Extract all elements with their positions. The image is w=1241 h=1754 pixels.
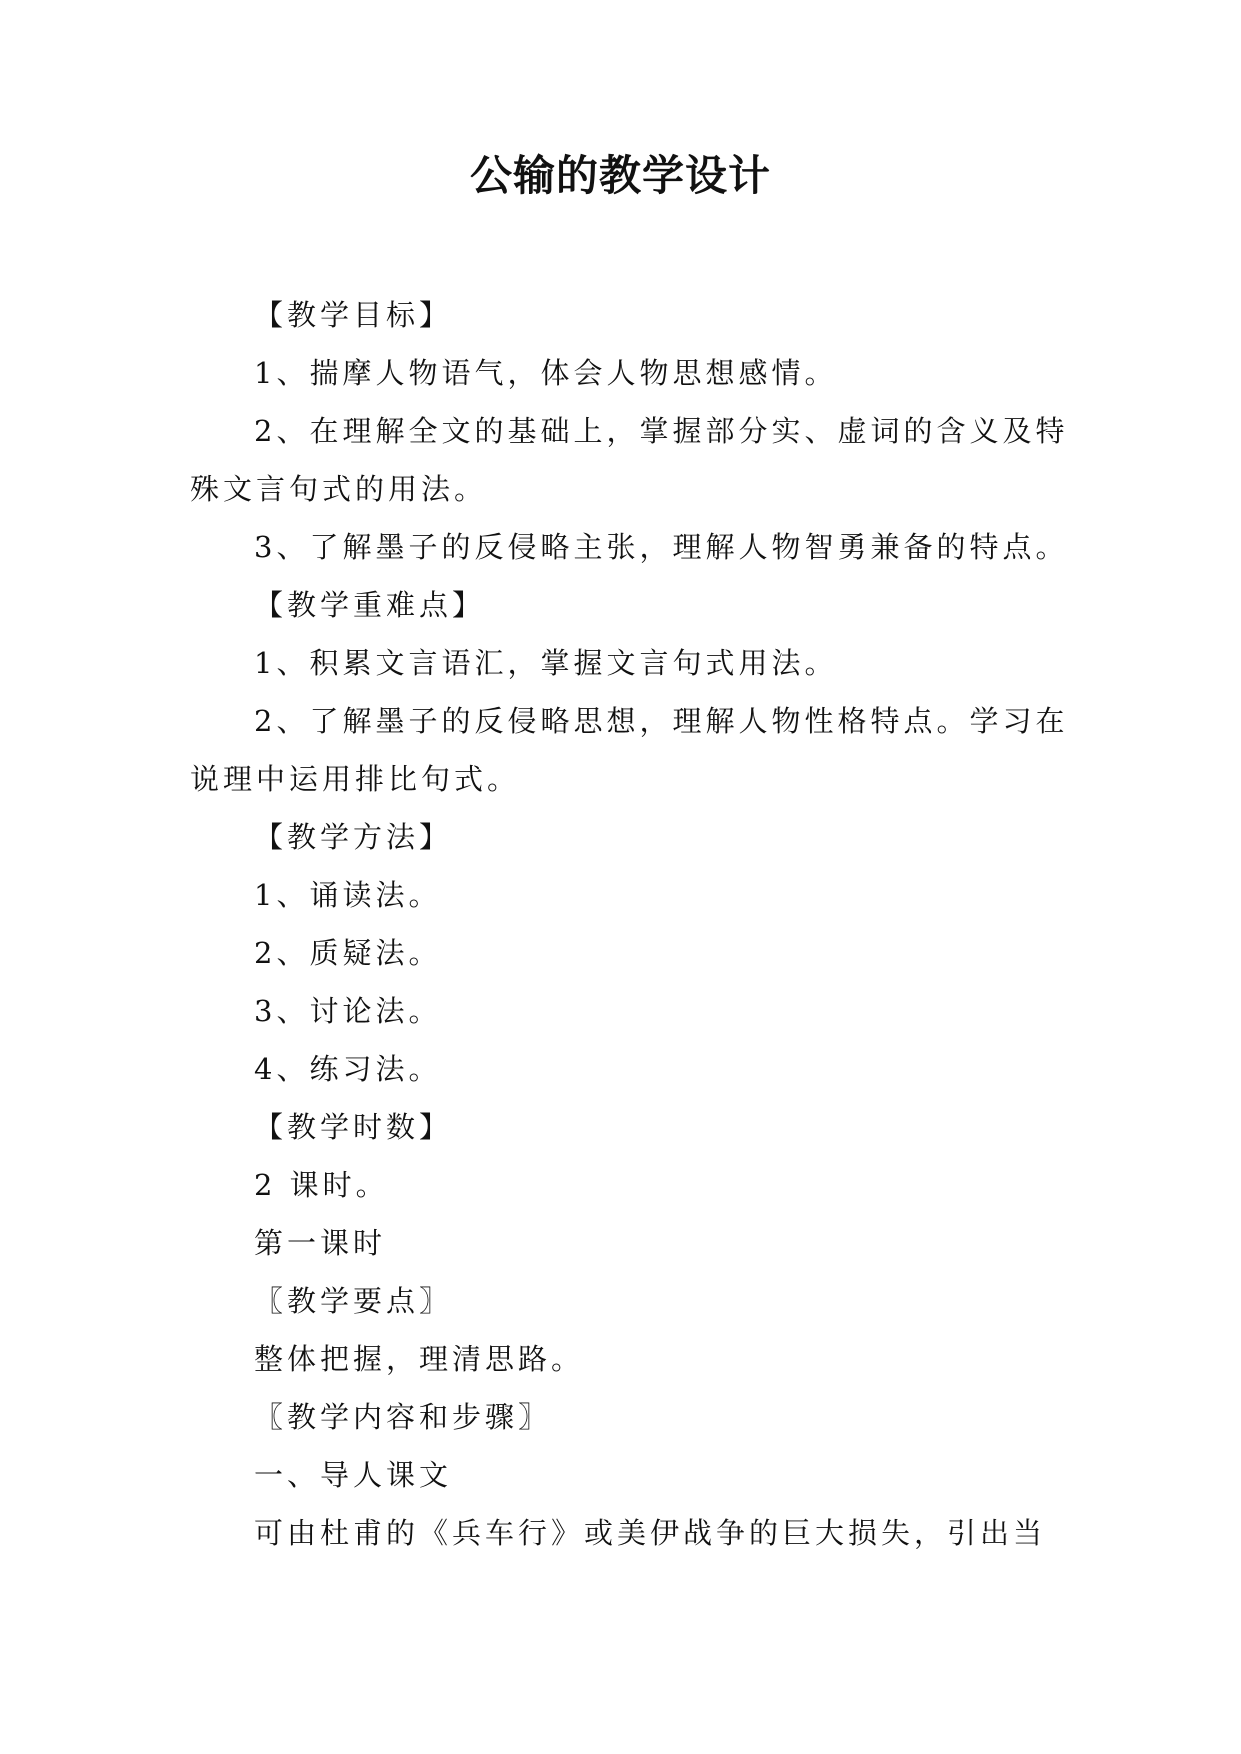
subheading-content-steps: 〖教学内容和步骤〗: [254, 1400, 552, 1434]
paragraph: 2、质疑法。: [254, 936, 442, 970]
paragraph: 2 课时。: [254, 1168, 389, 1202]
document-title: 公输的教学设计: [469, 151, 771, 200]
paragraph: 1、揣摩人物语气，体会人物思想感情。: [254, 356, 838, 390]
paragraph: 3、讨论法。: [254, 994, 442, 1028]
paragraph: 第一课时: [254, 1226, 387, 1260]
paragraph: 整体把握，理清思路。: [254, 1342, 585, 1376]
paragraph: 2、在理解全文的基础上，掌握部分实、虚词的含义及特殊文言句式的用法。: [190, 414, 1069, 506]
paragraph: 4、练习法。: [254, 1052, 442, 1086]
section-heading-key-points: 【教学重难点】: [254, 588, 486, 622]
section-heading-methods: 【教学方法】: [254, 820, 453, 854]
section-heading-hours: 【教学时数】: [254, 1110, 453, 1144]
paragraph: 1、诵读法。: [254, 878, 442, 912]
paragraph: 3、了解墨子的反侵略主张，理解人物智勇兼备的特点。: [254, 530, 1069, 564]
paragraph: 一、导人课文: [254, 1458, 453, 1492]
document-body: [190, 286, 1070, 1562]
paragraph: 2、了解墨子的反侵略思想，理解人物性格特点。学习在说理中运用排比句式。: [190, 704, 1069, 796]
paragraph: 1、积累文言语汇，掌握文言句式用法。: [254, 646, 838, 680]
section-heading-objectives: 【教学目标】: [254, 298, 453, 332]
subheading-teaching-points: 〖教学要点〗: [254, 1284, 453, 1318]
paragraph: 可由杜甫的《兵车行》或美伊战争的巨大损失，引出当: [254, 1516, 1047, 1550]
